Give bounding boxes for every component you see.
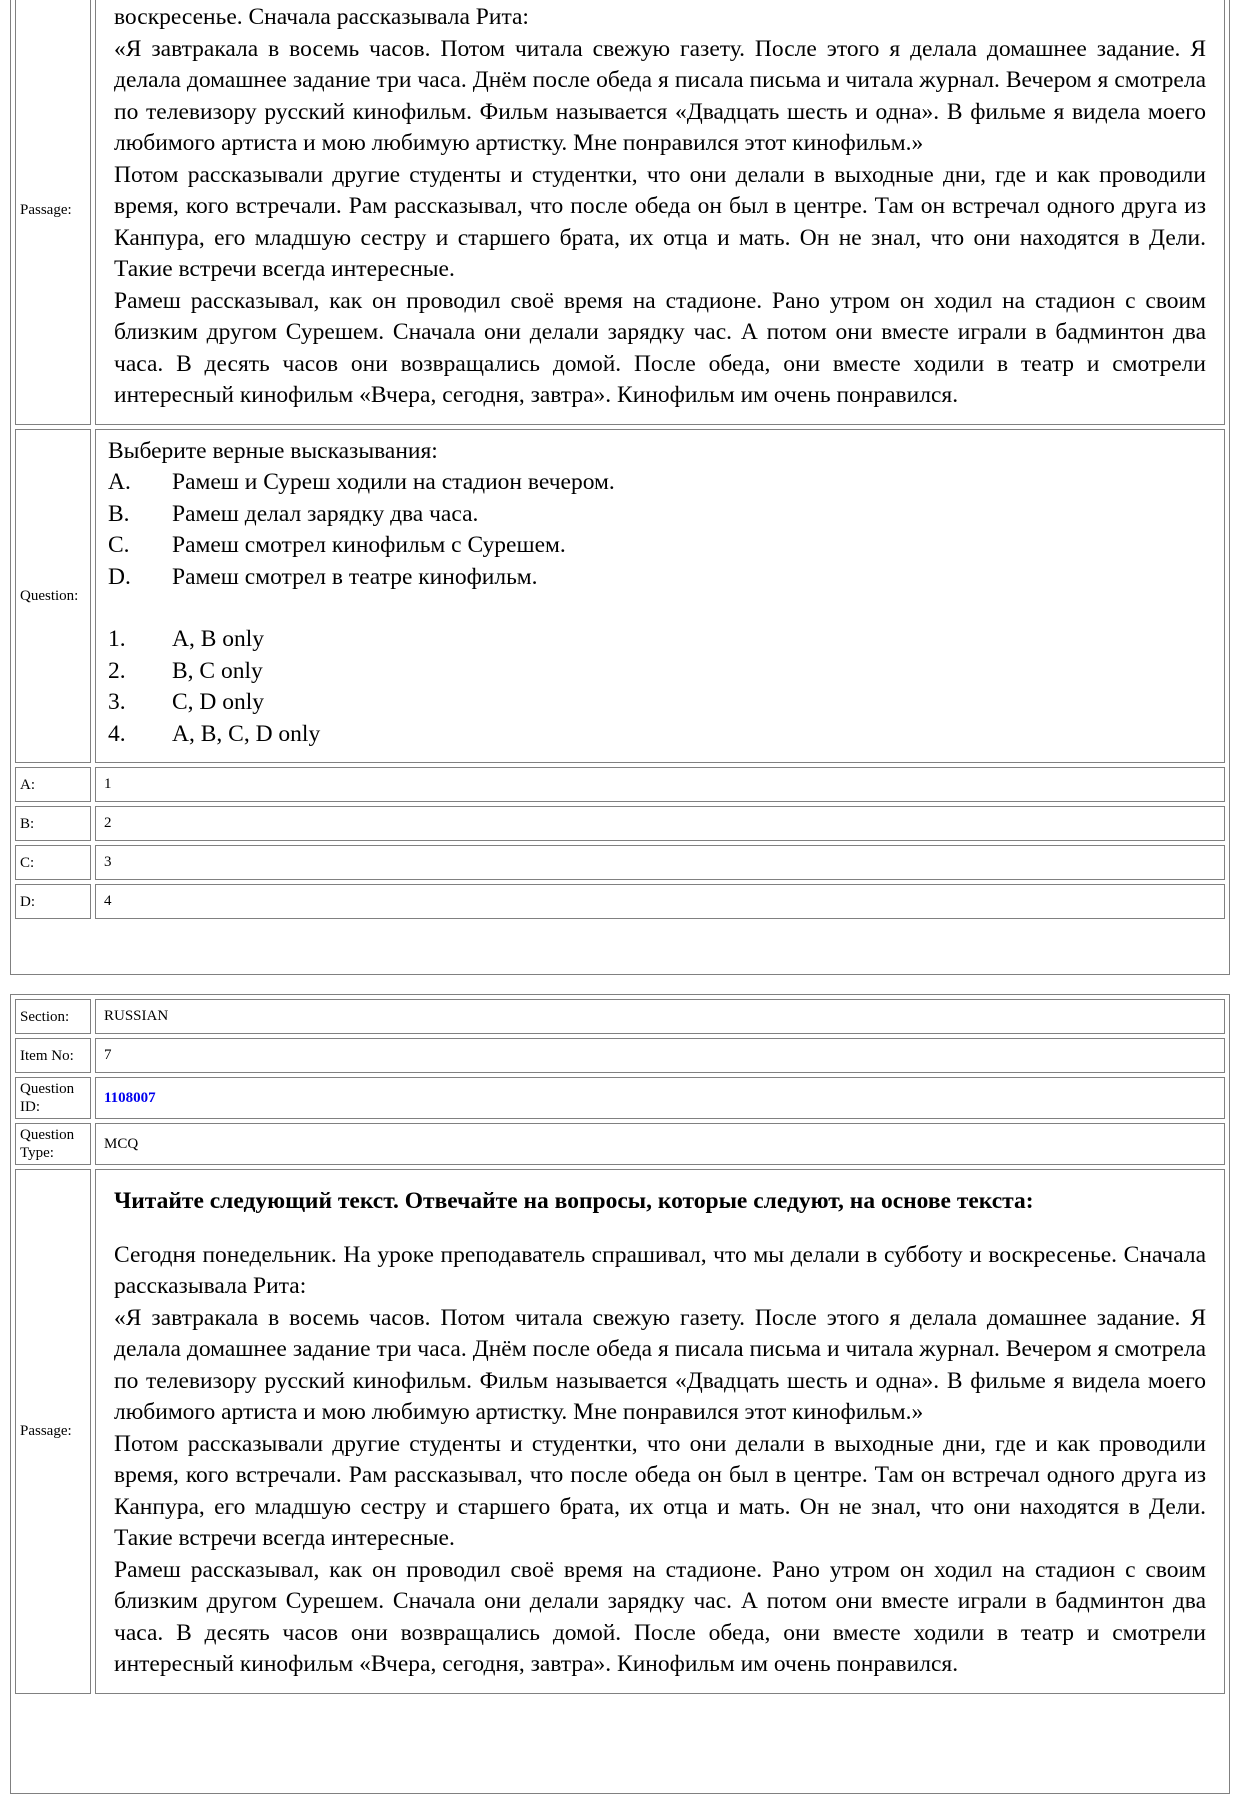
- choice-1: [108, 624, 1206, 656]
- answer-label: D:: [15, 884, 91, 919]
- question-type-label: Question Type:: [15, 1123, 91, 1165]
- statement-key: D.: [108, 563, 131, 590]
- choice-3: [108, 687, 1206, 719]
- choice-text: C, D only: [172, 689, 265, 715]
- answer-row-d: [15, 884, 1225, 919]
- question-prompt: Выберите верные высказывания:: [108, 437, 438, 464]
- passage-text: [95, 0, 1225, 425]
- passage-row: [15, 1169, 1225, 1694]
- answer-label: A:: [15, 767, 91, 802]
- choice-key: 4.: [108, 720, 126, 747]
- passage-text: [95, 1169, 1225, 1694]
- passage-paragraph: Сегодня понедельник. На уроке преподаватель спрашивал, что мы делали в субботу и воскресенье. Сначала рассказывала Рита:: [114, 1241, 1206, 1299]
- section-value: RUSSIAN: [95, 999, 1225, 1034]
- statement-b: [108, 499, 1206, 531]
- statement-text: Рамеш и Суреш ходили на стадион вечером.: [172, 469, 615, 495]
- spacer: [108, 593, 1206, 624]
- answer-row-a: [15, 767, 1225, 802]
- choice-key: 1.: [108, 626, 126, 652]
- statement-text: Рамеш делал зарядку два часа.: [172, 500, 479, 527]
- question-label: Question:: [15, 429, 91, 764]
- question-block-6: [10, 0, 1230, 975]
- passage-paragraph: воскресенье. Сначала рассказывала Рита:: [114, 4, 529, 30]
- question-text: [95, 429, 1225, 764]
- statement-key: C.: [108, 532, 130, 558]
- choice-4: [108, 719, 1206, 751]
- section-row: [15, 999, 1225, 1034]
- question-type-row: [15, 1123, 1225, 1165]
- passage-paragraph: Потом рассказывали другие студенты и студентки, что они делали в выходные дни, где и как проводили время, кого встречали. Рам рассказывал, что после обеда он был в центре. Там он встречал одного друга из Канпура, его младшую сестру и старшего брата, их отца и мать. Он не знал, что они находятся в Дели. Такие встречи всегда интересные.: [114, 161, 1206, 282]
- question-id-row: [15, 1077, 1225, 1119]
- choice-key: 2.: [108, 657, 126, 684]
- item-label: Item No:: [15, 1038, 91, 1073]
- question-id-cell: [95, 1077, 1225, 1119]
- statement-key: B.: [108, 500, 130, 527]
- choice-key: 3.: [108, 689, 126, 715]
- question-row: [15, 429, 1225, 764]
- choice-text: B, C only: [172, 657, 263, 684]
- answer-label: C:: [15, 845, 91, 880]
- passage-paragraph: Рамеш рассказывал, как он проводил своё время на стадионе. Рано утром он ходил на стадион с своим близким другом Сурешем. Сначала они делали зарядку час. А потом они вместе играли в бадминтон два часа. В десять часов они возвращались домой. После обеда, они вместе ходили в театр и смотрели интересный кинофильм «Вчера, сегодня, завтра». Кинофильм им очень понравился.: [114, 287, 1206, 408]
- statement-d: [108, 562, 1206, 594]
- statement-a: [108, 467, 1206, 499]
- passage-label: Passage:: [15, 1169, 91, 1694]
- question-table: [11, 995, 1229, 1698]
- passage-row: [15, 0, 1225, 425]
- answer-value: 3: [95, 845, 1225, 880]
- passage-paragraph: «Я завтракала в восемь часов. Потом читала свежую газету. После этого я делала домашнее задание. Я делала домашнее задание три часа. Днём после обеда я писала письма и читала журнал. Вечером я смотрела по телевизору русский кинофильм. Фильм называется «Двадцать шесть и одна». В фильме я видела моего любимого артиста и мою любимую артистку. Мне понравился этот кинофильм.»: [114, 35, 1206, 156]
- item-row: [15, 1038, 1225, 1073]
- passage-paragraph: Потом рассказывали другие студенты и студентки, что они делали в выходные дни, где и как проводили время, кого встречали. Рам рассказывал, что после обеда он был в центре. Там он встречал одного друга из Канпура, его младшую сестру и старшего брата, их отца и мать. Он не знал, что они находятся в Дели. Такие встречи всегда интересные.: [114, 1430, 1206, 1551]
- choice-2: [108, 656, 1206, 688]
- question-block-7: [10, 994, 1230, 1794]
- answer-value: 2: [95, 806, 1225, 841]
- answer-row-c: [15, 845, 1225, 880]
- passage-paragraph: «Я завтракала в восемь часов. Потом читала свежую газету. После этого я делала домашнее задание. Я делала домашнее задание три часа. Днём после обеда я писала письма и читала журнал. Вечером я смотрела по телевизору русский кинофильм. Фильм называется «Двадцать шесть и одна». В фильме я видела моего любимого артиста и мою любимую артистку. Мне понравился этот кинофильм.»: [114, 1304, 1206, 1425]
- answer-row-b: [15, 806, 1225, 841]
- passage-label: Passage:: [15, 0, 91, 425]
- statement-text: Рамеш смотрел в театре кинофильм.: [172, 563, 538, 590]
- choice-text: A, B, C, D only: [172, 720, 321, 747]
- statement-text: Рамеш смотрел кинофильм с Сурешем.: [172, 532, 566, 558]
- statement-c: [108, 530, 1206, 562]
- passage-heading: Читайте следующий текст. Отвечайте на вопросы, которые следуют, на основе текста:: [114, 1188, 1034, 1214]
- item-value: 7: [95, 1038, 1225, 1073]
- answer-value: 1: [95, 767, 1225, 802]
- answer-value: 4: [95, 884, 1225, 919]
- statement-key: A.: [108, 469, 131, 495]
- question-id-label: Question ID:: [15, 1077, 91, 1119]
- passage-paragraph: Рамеш рассказывал, как он проводил своё время на стадионе. Рано утром он ходил на стадион с своим близким другом Сурешем. Сначала они делали зарядку час. А потом они вместе играли в бадминтон два часа. В десять часов они возвращались домой. После обеда, они вместе ходили в театр и смотрели интересный кинофильм «Вчера, сегодня, завтра». Кинофильм им очень понравился.: [114, 1556, 1206, 1677]
- section-label: Section:: [15, 999, 91, 1034]
- question-id-value: 1108007: [104, 1089, 156, 1106]
- choice-text: A, B only: [172, 626, 265, 652]
- question-table: [11, 0, 1229, 923]
- question-type-value: MCQ: [95, 1123, 1225, 1165]
- answer-label: B:: [15, 806, 91, 841]
